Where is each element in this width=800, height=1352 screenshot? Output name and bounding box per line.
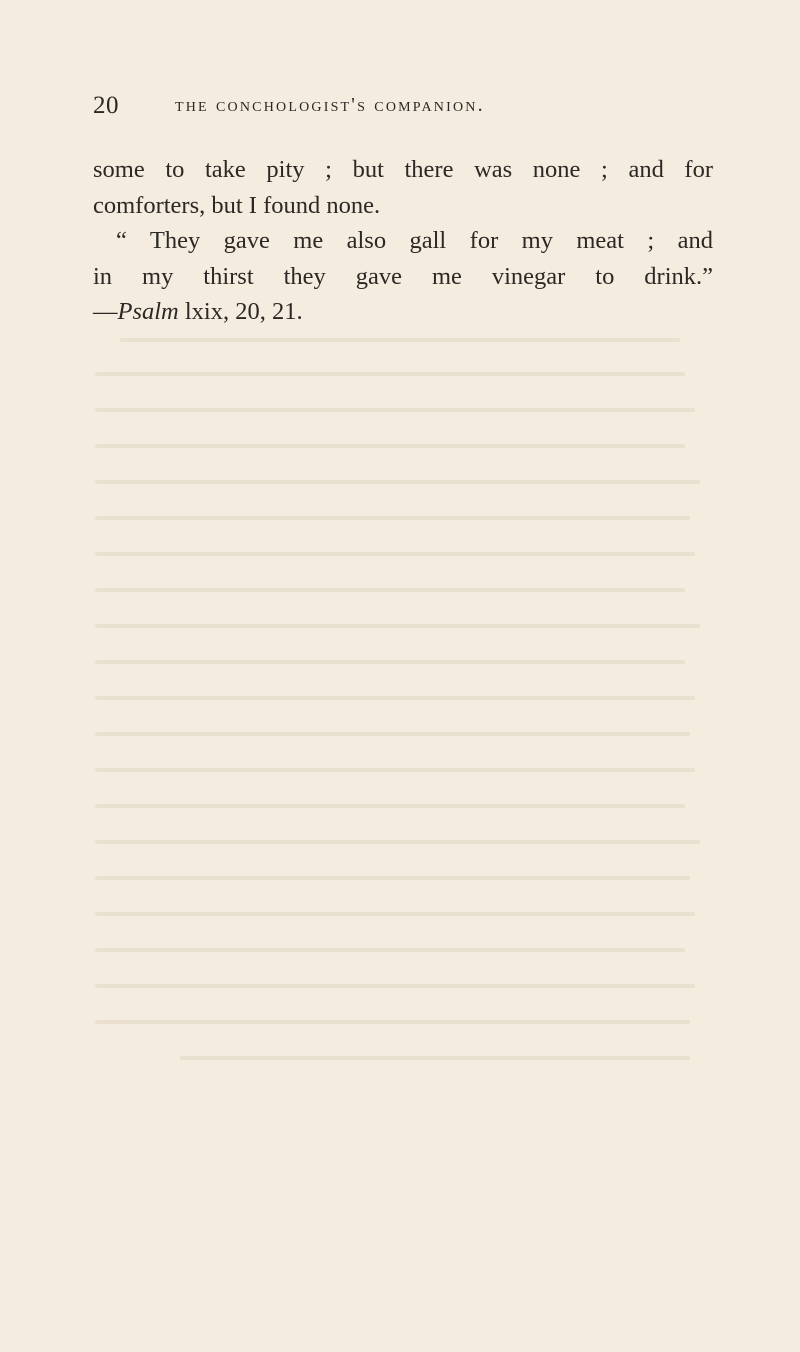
running-title: the conchologist's companion. (175, 94, 485, 116)
citation-source: Psalm (117, 298, 179, 325)
text-line: comforters, but I found none. (93, 191, 381, 219)
text-line: “ They gave me also gall for my meat ; and (116, 227, 713, 254)
body-text (93, 152, 713, 330)
text-line: some to take pity ; but there was none ; and for (93, 156, 713, 183)
citation-reference: lxix, 20, 21. (178, 298, 303, 325)
citation-dash: — (93, 298, 118, 325)
citation-line (93, 294, 713, 330)
running-head (93, 92, 713, 122)
text-line: in my thirst they gave me vinegar to drink.” (93, 262, 713, 290)
page-number: 20 (93, 92, 119, 119)
